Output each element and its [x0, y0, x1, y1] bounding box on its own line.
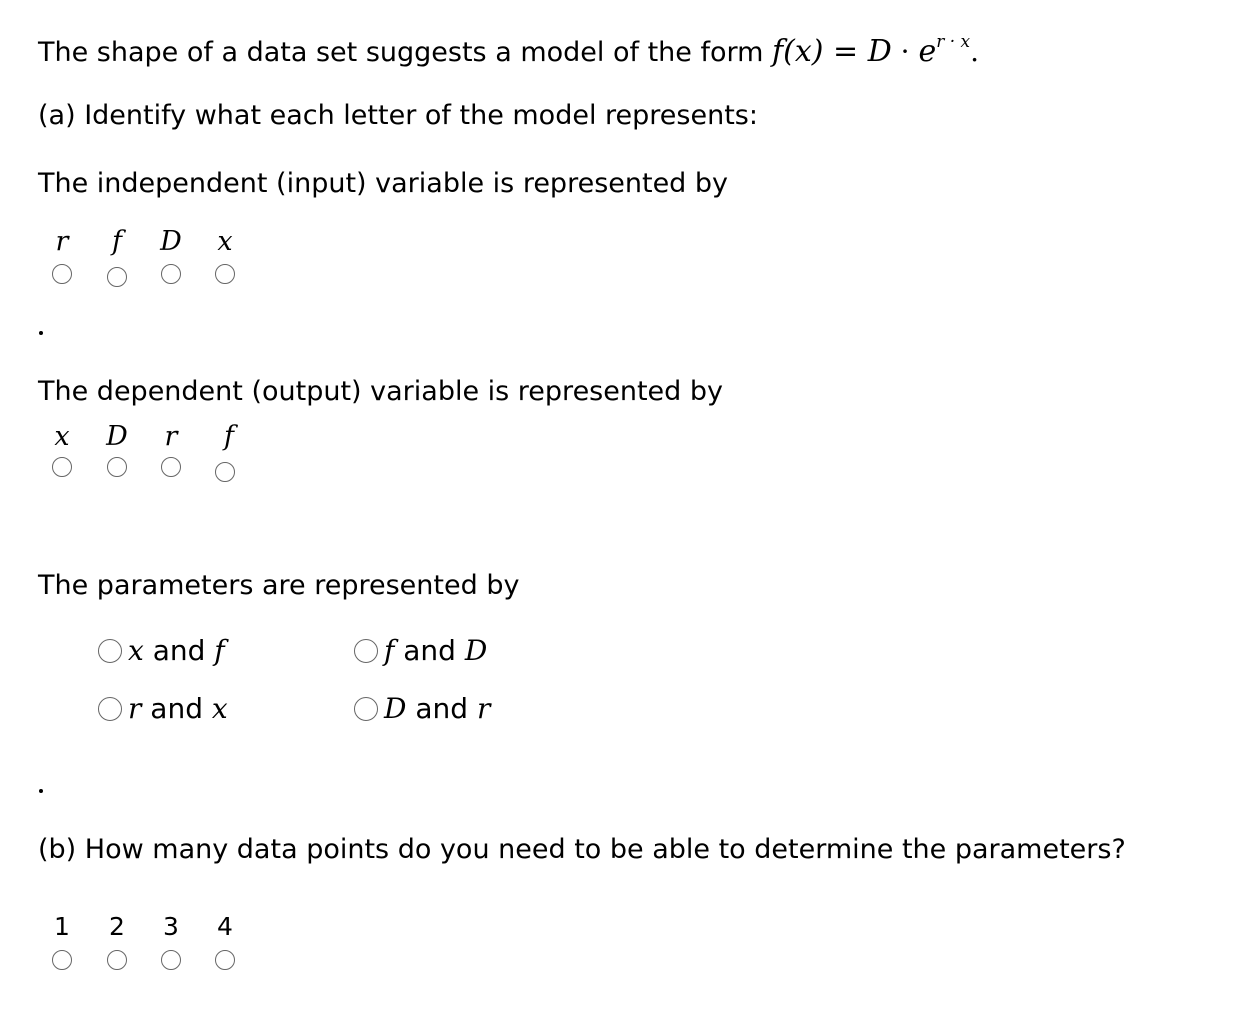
dependent-radio-f[interactable] [215, 462, 235, 482]
formula-equals: = [823, 34, 868, 69]
option-var-b: f [214, 634, 225, 667]
independent-radio-r[interactable] [52, 264, 72, 284]
option-conjunction: and [143, 634, 215, 667]
formula-exponent: r · x [936, 32, 971, 52]
option-conjunction: and [394, 634, 465, 667]
option-var-b: x [211, 692, 228, 725]
parameters-option-x-and-f[interactable] [98, 635, 225, 667]
independent-radio-d[interactable] [161, 264, 181, 284]
part-b-option-label: 1 [54, 912, 70, 941]
part-b-radio-4[interactable] [215, 950, 235, 970]
option-var-b: D [464, 634, 488, 667]
independent-radio-x[interactable] [215, 264, 235, 284]
parameters-option-d-and-r[interactable] [354, 693, 490, 725]
dependent-radio-d[interactable] [107, 457, 127, 477]
option-var-a: D [384, 692, 407, 725]
separator-dot [39, 331, 43, 335]
dependent-radio-x[interactable] [52, 457, 72, 477]
parameters-option-r-and-x[interactable] [98, 693, 228, 725]
dependent-radio-r[interactable] [161, 457, 181, 477]
parameters-radio[interactable] [98, 697, 122, 721]
formula-dot: · [891, 35, 919, 68]
parameters-radio[interactable] [98, 639, 122, 663]
dependent-option-label: x [54, 421, 70, 452]
part-b-option-label: 3 [163, 912, 179, 941]
independent-prompt: The independent (input) variable is represented by [38, 168, 729, 199]
parameters-option-f-and-d[interactable] [354, 635, 487, 667]
parameters-radio[interactable] [354, 697, 378, 721]
option-var-a: f [384, 634, 395, 667]
independent-radio-f[interactable] [107, 267, 127, 287]
option-conjunction: and [406, 692, 477, 725]
part-b-radio-3[interactable] [161, 950, 181, 970]
intro-text: The shape of a data set suggests a model of the form [38, 37, 773, 68]
separator-dot [39, 789, 43, 793]
part-a-heading: (a) Identify what each letter of the model represents: [38, 100, 758, 131]
option-conjunction: and [141, 692, 212, 725]
formula-lhs: f(x) [772, 34, 824, 69]
part-b-option-label: 4 [217, 912, 233, 941]
formula-coefficient: D [867, 34, 892, 69]
part-b-radio-1[interactable] [52, 950, 72, 970]
problem-statement [38, 26, 979, 69]
part-b-option-label: 2 [109, 912, 125, 941]
part-b-question: (b) How many data points do you need to be able to determine the parameters? [38, 834, 1126, 865]
dependent-option-label: D [106, 421, 128, 452]
option-var-a: x [128, 634, 144, 667]
independent-option-label: f [112, 226, 122, 257]
formula-base: e [918, 34, 937, 69]
option-var-a: r [128, 692, 142, 725]
formula-period: . [970, 35, 980, 68]
parameters-radio[interactable] [354, 639, 378, 663]
dependent-option-label: r [164, 421, 178, 452]
independent-option-label: D [160, 226, 182, 257]
parameters-prompt: The parameters are represented by [38, 570, 520, 601]
independent-option-label: r [55, 226, 69, 257]
dependent-prompt: The dependent (output) variable is represented by [38, 376, 724, 407]
part-b-radio-2[interactable] [107, 950, 127, 970]
option-var-b: r [476, 692, 491, 725]
independent-option-label: x [217, 226, 233, 257]
dependent-option-label: f [224, 421, 234, 452]
